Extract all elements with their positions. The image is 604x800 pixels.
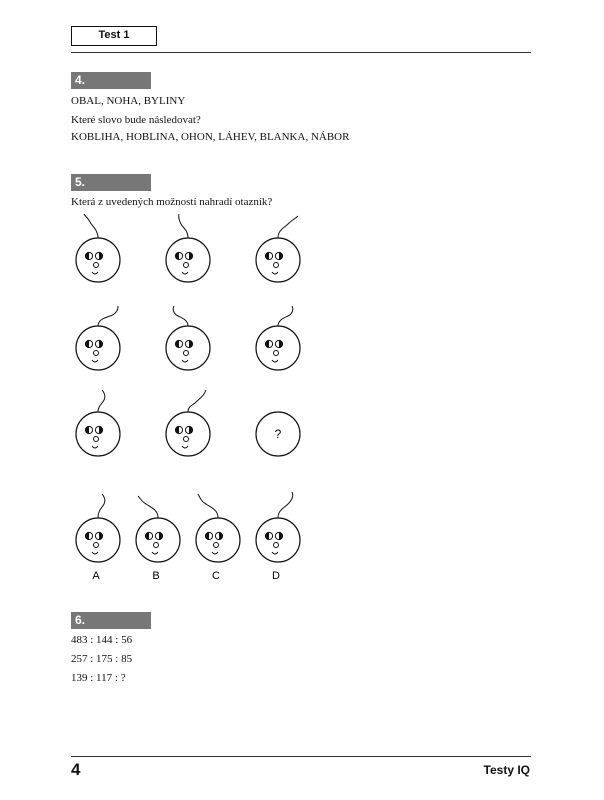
option-c-face[interactable]	[196, 494, 240, 562]
book-title: Testy IQ	[483, 763, 530, 777]
face-r2c1	[76, 306, 120, 370]
option-b-face[interactable]	[136, 496, 180, 562]
question-5-text: Která z uvedených možností nahradí otazník?	[71, 196, 273, 208]
option-a-face[interactable]	[76, 494, 120, 562]
missing-face-question-mark: ?	[274, 427, 282, 441]
option-a-label: A	[92, 570, 100, 582]
face-r2c3	[256, 306, 300, 370]
question-4-line-3: KOBLIHA, HOBLINA, OHON, LÁHEV, BLANKA, NÁBOR	[71, 131, 350, 143]
option-b-label: B	[152, 570, 160, 582]
option-d-face[interactable]	[256, 492, 300, 562]
face-r1c2	[166, 214, 210, 282]
question-6-line-2: 257 : 175 : 85	[71, 653, 133, 665]
question-6-line-1: 483 : 144 : 56	[71, 634, 133, 646]
footer-rule	[71, 756, 531, 757]
face-r3c1	[76, 390, 120, 456]
face-r1c3	[256, 216, 300, 282]
test-label: Test 1	[71, 26, 157, 46]
question-5-number: 5.	[71, 174, 151, 191]
option-d-label: D	[272, 570, 280, 582]
question-4-number: 4.	[71, 72, 151, 89]
question-6-line-3: 139 : 117 : ?	[71, 672, 126, 684]
question-4-line-2: Které slovo bude následovat?	[71, 114, 201, 126]
header-rule	[71, 52, 531, 53]
face-r2c2	[166, 306, 210, 370]
option-c-label: C	[212, 570, 220, 582]
missing-face	[256, 412, 300, 456]
face-r3c2	[166, 390, 210, 456]
page-number: 4	[71, 760, 81, 779]
face-r1c1	[76, 214, 120, 282]
question-6-number: 6.	[71, 612, 151, 629]
face-puzzle	[60, 212, 320, 592]
question-4-line-1: OBAL, NOHA, BYLINY	[71, 95, 186, 107]
